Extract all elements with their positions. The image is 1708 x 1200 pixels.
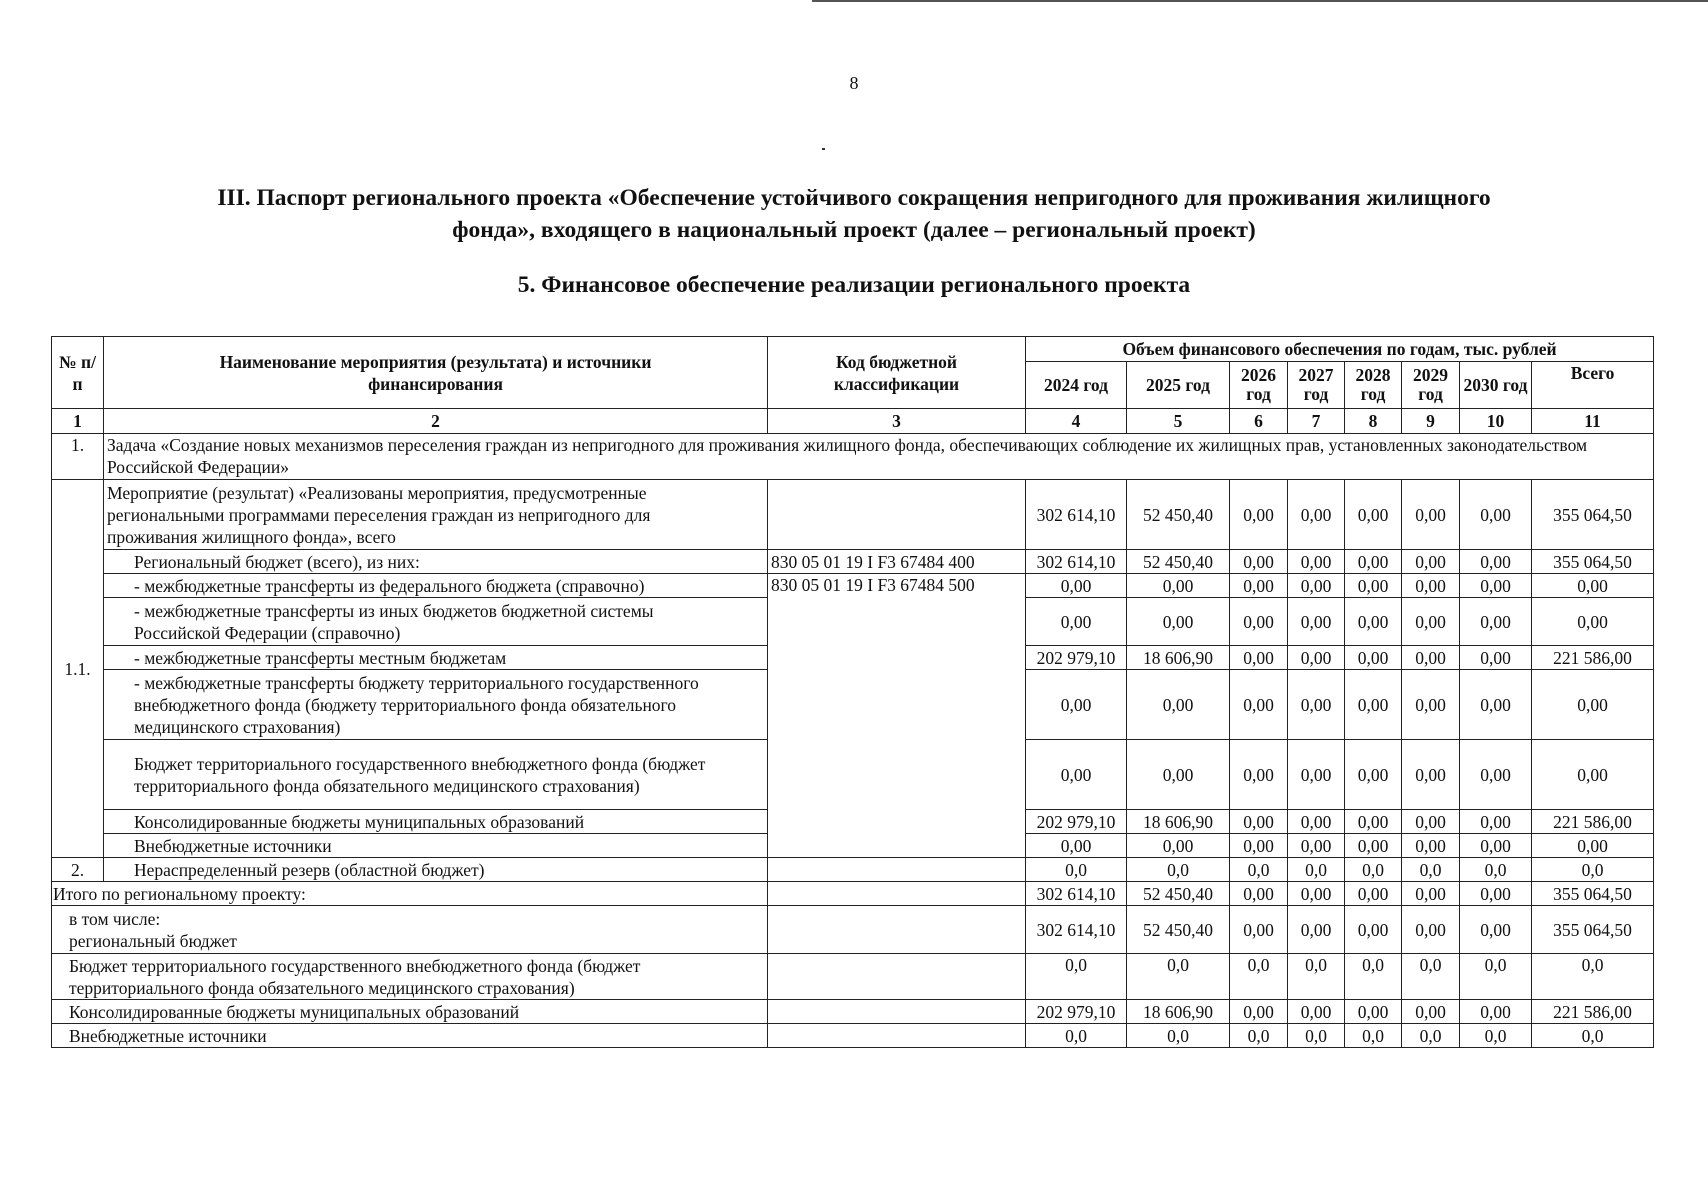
value-cell: 0,00 [1460,906,1532,954]
value-cell: 0,00 [1230,882,1288,906]
header-year-2025: 2025 год [1127,362,1230,409]
section-title: 5. Финансовое обеспечение реализации регионального проекта [517,272,1191,298]
value-cell: 0,00 [1288,906,1345,954]
scan-speck [822,148,825,150]
row-name: Мероприятие (результат) «Реализованы мероприятия, предусмотренные региональными программами переселения граждан из непригодного для проживания жилищного фонда», всего [104,480,768,550]
value-cell: 0,00 [1532,670,1654,740]
value-cell: 0,0 [1345,858,1402,882]
value-cell: 0,00 [1345,1000,1402,1024]
page-number: 8 [849,73,859,93]
value-cell: 221 586,00 [1532,1000,1654,1024]
value-cell: 0,00 [1230,598,1288,646]
value-cell: 0,00 [1402,574,1460,598]
title-line-2: фонда», входящего в национальный проект (далее – региональный проект) [452,217,1256,243]
value-cell: 0,00 [1230,740,1288,810]
value-cell: 0,00 [1288,670,1345,740]
column-number: 11 [1532,409,1654,434]
value-cell: 0,00 [1460,670,1532,740]
task-row [52,434,1654,480]
value-cell: 0,00 [1230,810,1288,834]
value-cell: 302 614,10 [1026,882,1127,906]
row-code: 830 05 01 19 I F3 67484 400 [768,550,1026,574]
column-number: 3 [768,409,1026,434]
total-row [52,1000,1654,1024]
total-name: Итого по региональному проекту: [52,882,768,906]
header-year-2027: 2027 год [1288,362,1345,409]
financing-table [51,336,1654,1048]
value-cell: 0,00 [1460,550,1532,574]
table-row [52,550,1654,574]
value-cell: 302 614,10 [1026,480,1127,550]
row-name: - межбюджетные трансферты местным бюджетам [104,646,768,670]
value-cell: 0,00 [1345,834,1402,858]
value-cell: 0,0 [1345,1024,1402,1048]
value-cell: 0,00 [1127,670,1230,740]
value-cell: 0,00 [1345,480,1402,550]
value-cell: 0,00 [1460,598,1532,646]
total-row [52,882,1654,906]
reserve-row [52,858,1654,882]
value-cell: 0,0 [1345,954,1402,1000]
value-cell: 355 064,50 [1532,480,1654,550]
table-row [52,480,1654,550]
value-cell: 0,0 [1532,1024,1654,1048]
value-cell: 0,00 [1288,810,1345,834]
reserve-num: 2. [52,858,104,882]
row-code [768,906,1026,954]
total-row [52,954,1654,1000]
table-row [52,574,1654,598]
value-cell: 0,00 [1230,574,1288,598]
value-cell: 355 064,50 [1532,906,1654,954]
value-cell: 0,00 [1230,550,1288,574]
header-name: Наименование мероприятия (результата) и источники финансирования [104,337,768,409]
value-cell: 0,00 [1026,670,1127,740]
value-cell: 0,0 [1026,954,1127,1000]
value-cell: 0,00 [1288,882,1345,906]
value-cell: 0,00 [1026,574,1127,598]
column-number: 5 [1127,409,1230,434]
value-cell: 221 586,00 [1532,810,1654,834]
column-number: 10 [1460,409,1532,434]
value-cell: 0,00 [1345,646,1402,670]
row-code [768,1024,1026,1048]
task-num: 1. [52,434,104,480]
row-code [768,480,1026,550]
value-cell: 221 586,00 [1532,646,1654,670]
value-cell: 0,00 [1288,834,1345,858]
value-cell: 0,00 [1460,834,1532,858]
value-cell: 0,0 [1288,954,1345,1000]
value-cell: 52 450,40 [1127,882,1230,906]
row-name: Региональный бюджет (всего), из них: [104,550,768,574]
row-name: Бюджет территориального государственного внебюджетного фонда (бюджет территориального фонда обязательного медицинского страхования) [104,740,768,810]
value-cell: 0,00 [1532,574,1654,598]
row-code: 830 05 01 19 I F3 67484 500 [768,574,1026,858]
value-cell: 0,0 [1288,858,1345,882]
value-cell: 0,00 [1345,810,1402,834]
value-cell: 0,00 [1402,550,1460,574]
value-cell: 0,00 [1402,882,1460,906]
value-cell: 52 450,40 [1127,550,1230,574]
group-num: 1.1. [52,480,104,858]
value-cell: 52 450,40 [1127,480,1230,550]
value-cell: 0,00 [1288,740,1345,810]
value-cell: 0,00 [1026,598,1127,646]
value-cell: 0,00 [1230,834,1288,858]
value-cell: 0,00 [1288,598,1345,646]
value-cell: 0,0 [1230,858,1288,882]
value-cell: 0,00 [1345,574,1402,598]
value-cell: 0,0 [1026,858,1127,882]
row-name: Внебюджетные источники [104,834,768,858]
value-cell: 0,0 [1127,954,1230,1000]
value-cell: 0,00 [1402,1000,1460,1024]
column-number: 4 [1026,409,1127,434]
value-cell: 302 614,10 [1026,906,1127,954]
value-cell: 0,00 [1460,882,1532,906]
value-cell: 0,0 [1127,858,1230,882]
value-cell: 0,00 [1288,480,1345,550]
value-cell: 52 450,40 [1127,906,1230,954]
row-code [768,954,1026,1000]
total-row [52,1024,1654,1048]
title-line-1: III. Паспорт регионального проекта «Обеспечение устойчивого сокращения непригодного для проживания жилищного [217,185,1491,211]
value-cell: 0,00 [1230,670,1288,740]
total-name: Консолидированные бюджеты муниципальных образований [52,1000,768,1024]
value-cell: 0,00 [1402,670,1460,740]
value-cell: 0,00 [1288,574,1345,598]
value-cell: 0,0 [1230,954,1288,1000]
row-name: - межбюджетные трансферты из федерального бюджета (справочно) [104,574,768,598]
value-cell: 0,00 [1127,574,1230,598]
column-number: 6 [1230,409,1288,434]
total-name-line-2: региональный бюджет [69,930,237,951]
value-cell: 18 606,90 [1127,646,1230,670]
value-cell: 0,00 [1402,906,1460,954]
value-cell: 0,00 [1026,834,1127,858]
value-cell: 0,00 [1402,740,1460,810]
value-cell: 0,0 [1460,858,1532,882]
total-name: Внебюджетные источники [52,1024,768,1048]
column-number: 1 [52,409,104,434]
column-number: 9 [1402,409,1460,434]
value-cell: 0,00 [1532,740,1654,810]
row-name: - межбюджетные трансферты из иных бюджетов бюджетной системы Российской Федерации (справочно) [104,598,768,646]
header-total: Всего [1532,362,1654,409]
value-cell: 0,00 [1460,480,1532,550]
value-cell: 0,00 [1402,834,1460,858]
header-num: № п/п [52,337,104,409]
value-cell: 0,00 [1460,1000,1532,1024]
value-cell: 0,00 [1402,646,1460,670]
value-cell: 0,00 [1127,598,1230,646]
value-cell: 0,00 [1127,834,1230,858]
header-volume: Объем финансового обеспечения по годам, тыс. рублей [1026,337,1654,362]
row-code [768,858,1026,882]
value-cell: 0,00 [1345,598,1402,646]
top-edge-line [812,0,1708,2]
total-name-line-1: в том числе: [69,908,161,929]
total-name: Бюджет территориального государственного внебюджетного фонда (бюджет территориального фонда обязательного медицинского страхования) [52,954,768,1000]
value-cell: 0,0 [1460,1024,1532,1048]
value-cell: 302 614,10 [1026,550,1127,574]
value-cell: 202 979,10 [1026,646,1127,670]
value-cell: 202 979,10 [1026,1000,1127,1024]
value-cell: 0,00 [1402,480,1460,550]
row-name: - межбюджетные трансферты бюджету территориального государственного внебюджетного фонда (бюджету территориального фонда обязательного медицинского страхования) [104,670,768,740]
value-cell: 0,00 [1230,646,1288,670]
value-cell: 0,00 [1026,740,1127,810]
header-year-2028: 2028 год [1345,362,1402,409]
value-cell: 0,00 [1127,740,1230,810]
value-cell: 0,00 [1288,646,1345,670]
value-cell: 0,00 [1230,480,1288,550]
value-cell: 0,00 [1345,882,1402,906]
value-cell: 0,0 [1460,954,1532,1000]
value-cell: 0,0 [1532,954,1654,1000]
value-cell: 18 606,90 [1127,1000,1230,1024]
value-cell: 0,0 [1402,858,1460,882]
header-year-2029: 2029 год [1402,362,1460,409]
value-cell: 0,0 [1230,1024,1288,1048]
total-name [52,906,768,954]
column-number: 2 [104,409,768,434]
value-cell: 0,0 [1402,954,1460,1000]
value-cell: 0,00 [1345,670,1402,740]
value-cell: 0,00 [1460,740,1532,810]
value-cell: 18 606,90 [1127,810,1230,834]
header-year-2030: 2030 год [1460,362,1532,409]
value-cell: 0,00 [1402,598,1460,646]
header-code: Код бюджетной классификации [768,337,1026,409]
value-cell: 355 064,50 [1532,882,1654,906]
value-cell: 0,00 [1230,906,1288,954]
value-cell: 0,0 [1288,1024,1345,1048]
value-cell: 0,0 [1402,1024,1460,1048]
value-cell: 0,00 [1345,740,1402,810]
value-cell: 0,00 [1532,834,1654,858]
value-cell: 0,00 [1288,550,1345,574]
row-name: Нераспределенный резерв (областной бюджет) [104,858,768,882]
row-name: Консолидированные бюджеты муниципальных образований [104,810,768,834]
value-cell: 0,00 [1460,646,1532,670]
value-cell: 0,00 [1288,1000,1345,1024]
value-cell: 202 979,10 [1026,810,1127,834]
value-cell: 0,00 [1460,810,1532,834]
header-year-2026: 2026 год [1230,362,1288,409]
value-cell: 0,0 [1127,1024,1230,1048]
value-cell: 0,00 [1345,906,1402,954]
value-cell: 0,00 [1460,574,1532,598]
value-cell: 0,00 [1402,810,1460,834]
value-cell: 0,0 [1532,858,1654,882]
column-number: 7 [1288,409,1345,434]
total-row [52,906,1654,954]
value-cell: 0,00 [1230,1000,1288,1024]
column-number: 8 [1345,409,1402,434]
value-cell: 0,00 [1532,598,1654,646]
row-code [768,882,1026,906]
value-cell: 355 064,50 [1532,550,1654,574]
value-cell: 0,00 [1345,550,1402,574]
document-title [0,182,1708,246]
header-year-2024: 2024 год [1026,362,1127,409]
task-text: Задача «Создание новых механизмов переселения граждан из непригодного для проживания жилищного фонда, обеспечивающих соблюдение их жилищных прав, установленных законодательством Российской Федерации» [104,434,1654,480]
value-cell: 0,0 [1026,1024,1127,1048]
row-code [768,1000,1026,1024]
